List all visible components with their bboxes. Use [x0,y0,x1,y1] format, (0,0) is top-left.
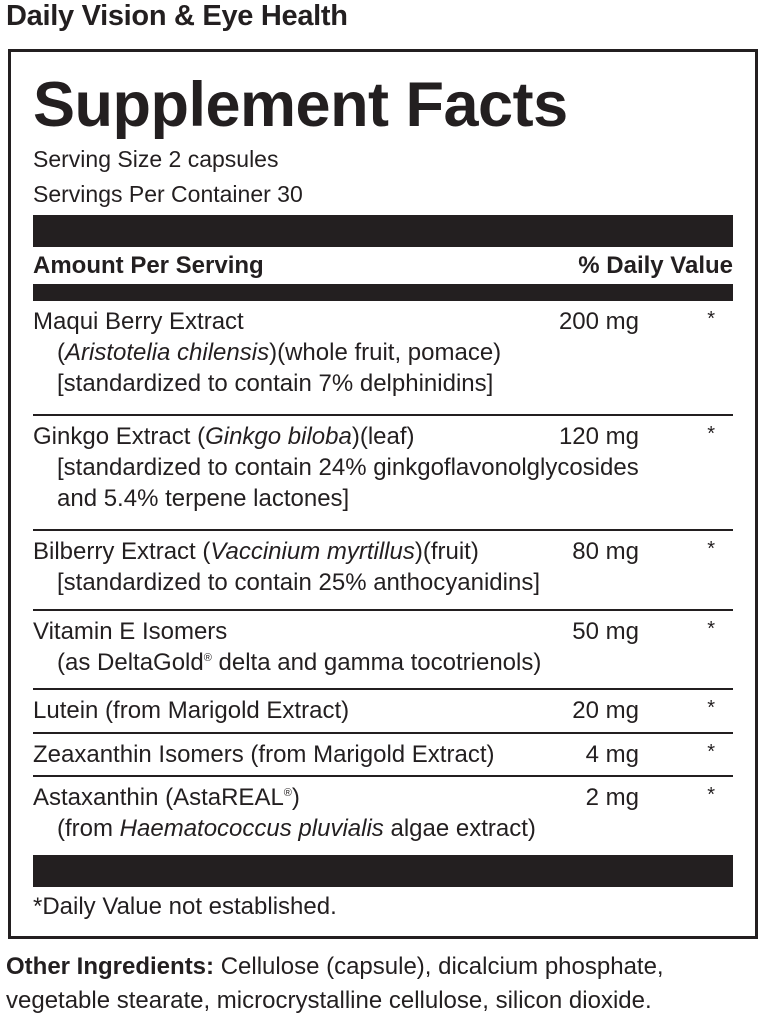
serving-size: Serving Size 2 capsules [33,146,279,172]
nutrient-row-zeaxanthin [33,739,733,770]
nutrient-dv: * [707,697,715,719]
nutrient-dv: * [707,741,715,763]
nutrient-row-maqui [33,306,733,399]
nutrient-name: Ginkgo Extract (Ginkgo biloba)(leaf) [33,423,415,450]
nutrient-source: (from Haematococcus pluvialis algae extract) [57,815,536,842]
product-name: Daily Vision & Eye Health [6,0,348,32]
nutrient-row-bilberry [33,536,733,598]
supplement-facts-panel [8,49,758,939]
panel-title: Supplement Facts [33,70,568,140]
nutrient-dv: * [707,618,715,640]
nutrient-name: Lutein (from Marigold Extract) [33,697,350,724]
other-ingredients [6,950,746,1018]
nutrient-source: (Aristotelia chilensis)(whole fruit, pomace) [57,339,502,366]
nutrient-amount: 200 mg [558,308,639,335]
nutrient-row-astaxanthin [33,782,733,844]
nutrient-dv: * [707,308,715,330]
row-divider [33,732,733,734]
nutrient-amount: 80 mg [572,538,639,565]
nutrient-name: Vitamin E Isomers [33,618,228,645]
nutrient-name: Astaxanthin (AstaREAL®) [33,784,300,811]
row-divider [33,414,733,416]
thick-divider-bottom [33,855,733,887]
servings-per-container: Servings Per Container 30 [33,181,303,207]
nutrient-standardization: [standardized to contain 7% delphinidins] [57,370,494,397]
medium-divider [33,284,733,301]
row-divider [33,775,733,777]
nutrient-amount: 50 mg [572,618,639,645]
nutrient-name: Maqui Berry Extract [33,308,244,335]
other-ingredients-label: Other Ingredients: [6,953,215,980]
nutrient-name: Zeaxanthin Isomers (from Marigold Extract) [33,741,495,768]
nutrient-standardization: [standardized to contain 24% ginkgoflavonolglycosides [57,454,639,481]
nutrient-row-lutein [33,695,733,726]
nutrient-amount: 2 mg [585,784,639,811]
header-daily-value: % Daily Value [578,252,733,279]
nutrient-dv: * [707,538,715,560]
row-divider [33,609,733,611]
nutrient-row-vitamin-e [33,616,733,678]
nutrient-standardization: [standardized to contain 25% anthocyanidins] [57,569,540,596]
nutrient-row-ginkgo [33,421,733,514]
nutrient-source: (as DeltaGold® delta and gamma tocotrienols) [57,649,542,676]
nutrient-dv: * [707,423,715,445]
nutrient-standardization-cont: and 5.4% terpene lactones] [57,485,350,512]
nutrient-amount: 4 mg [585,741,639,768]
row-divider [33,529,733,531]
thick-divider-top [33,215,733,247]
row-divider [33,688,733,690]
nutrient-dv: * [707,784,715,806]
other-ingredients-text: Cellulose (capsule), dicalcium phosphate, vegetable stearate, microcrystalline cellulose, silicon dioxide. [6,953,664,1014]
nutrient-amount: 20 mg [572,697,639,724]
daily-value-footnote: *Daily Value not established. [33,893,337,920]
nutrient-amount: 120 mg [558,423,639,450]
header-amount-per-serving: Amount Per Serving [33,252,264,279]
nutrient-name: Bilberry Extract (Vaccinium myrtillus)(fruit) [33,538,479,565]
